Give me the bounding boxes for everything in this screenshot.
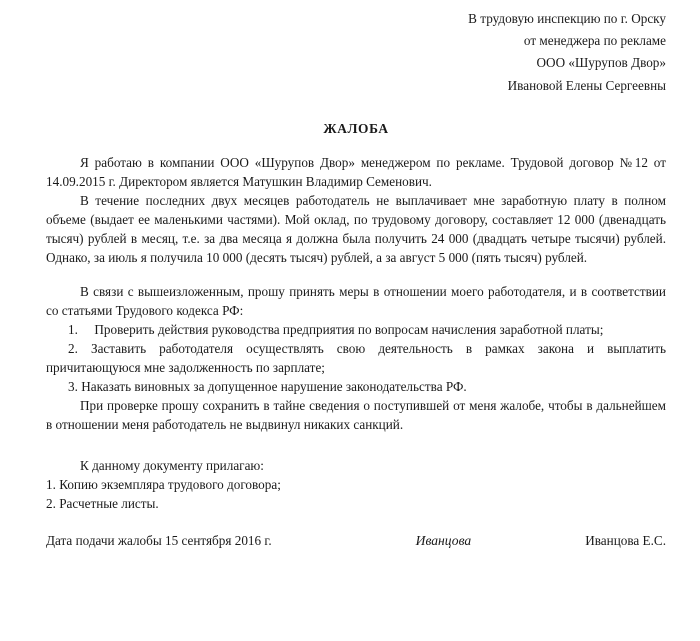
- addressee-line-2: от менеджера по рекламе: [523, 33, 666, 49]
- spacer: [46, 434, 666, 456]
- submission-date: Дата подачи жалобы 15 сентября 2016 г.: [46, 532, 272, 548]
- list-item: 2. Заставить работодателя осуществлять свою деятельность в рамках закона и выплатить причитающуюся мне задолженность по зарплате;: [46, 340, 666, 375]
- attachments-header: К данному документу прилагаю:: [80, 457, 264, 473]
- addressee-line-1: В трудовую инспекцию по г. Орску: [468, 11, 666, 26]
- document-title: ЖАЛОБА: [323, 120, 389, 136]
- signatory-name: Иванцова Е.С.: [585, 532, 666, 548]
- document-body: [46, 153, 666, 513]
- attachment-item: 2. Расчетные листы.: [46, 495, 159, 511]
- paragraph-wage-violation: В течение последних двух месяцев работодатель не выплачивает мне заработную плату в полном объеме (выдает ее маленькими частями). Мой оклад, по трудовому договору, составляет 12 000 (двенадцать тысяч) рублей в месяц, т.е. за два месяца я должна была получить 24 000 (двадцать четыре тысячи) рублей. Однако, за июль я получила 10 000 (десять тысяч) рублей, а за август 5 000 (пять тысяч) рублей.: [46, 192, 666, 265]
- addressee-line-4: Ивановой Елены Сергеевны: [507, 77, 666, 93]
- addressee-block: [46, 8, 666, 97]
- paragraph-confidentiality: При проверке прошу сохранить в тайне сведения о поступившей от меня жалобе, чтобы в дальнейшем в отношении меня работодатель не выдвинул никаких санкций.: [46, 397, 666, 432]
- handwritten-signature: Иванцова: [415, 532, 472, 548]
- spacer: [46, 267, 666, 282]
- addressee-line-3: ООО «Шурупов Двор»: [536, 55, 666, 71]
- numbered-demands-list: [46, 320, 666, 396]
- list-item: 3. Наказать виновных за допущенное нарушение законодательства РФ.: [68, 378, 467, 394]
- attachment-item: 1. Копию экземпляра трудового договора;: [46, 476, 281, 492]
- paragraph-employment: Я работаю в компании ООО «Шурупов Двор» менеджером по рекламе. Трудовой договор №12 от 14.09.2015 г. Директором является Матушкин Владимир Семенович.: [46, 154, 666, 189]
- signature-block: [46, 533, 666, 549]
- list-item: 1. Проверить действия руководства предприятия по вопросам начисления заработной платы;: [68, 321, 604, 337]
- paragraph-request-intro: В связи с вышеизложенным, прошу принять меры в отношении моего работодателя, и в соответствии со статьями Трудового кодекса РФ:: [46, 283, 666, 318]
